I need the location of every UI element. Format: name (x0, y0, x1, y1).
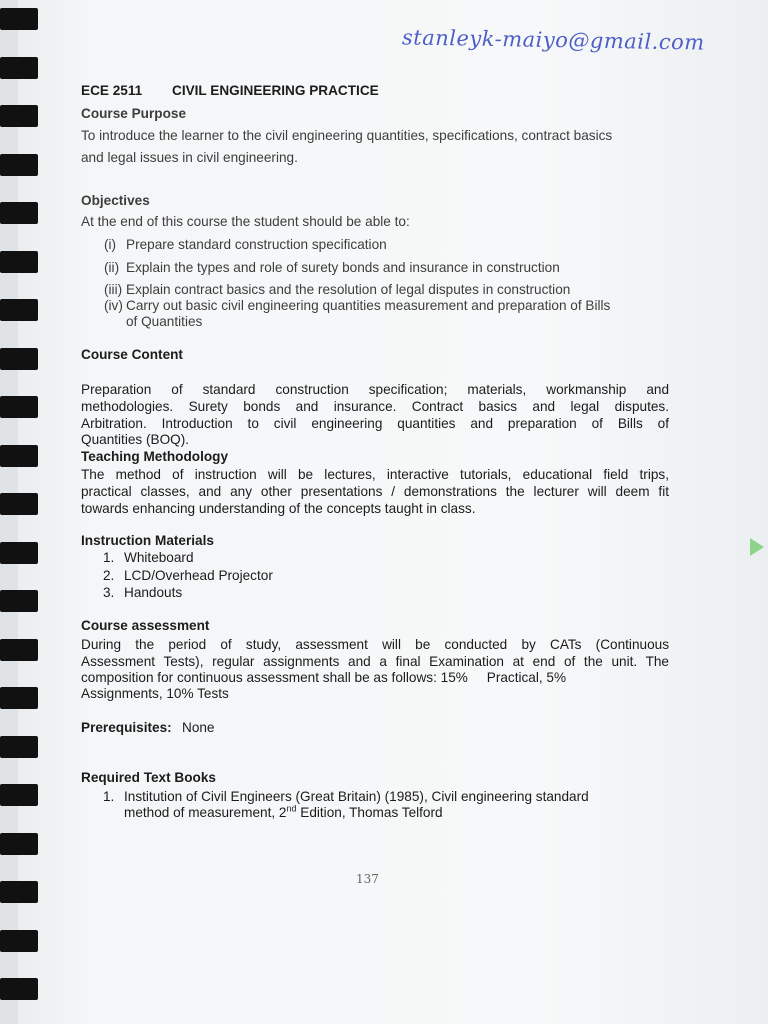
objective-num-4: (iv) (104, 298, 123, 313)
material-text-3: Handouts (124, 585, 183, 600)
binding-coil (0, 202, 38, 224)
objectives-intro: At the end of this course the student should be able to: (81, 214, 410, 229)
material-text-1: Whiteboard (124, 550, 194, 565)
materials-heading: Instruction Materials (81, 533, 214, 548)
objective-text-4-cont: of Quantities (126, 314, 203, 329)
textbook-line-2 (124, 805, 443, 821)
binding-coil (0, 396, 38, 418)
content-line-3: Arbitration. Introduction to civil engineering quantities and preparation of Bills of (81, 416, 669, 431)
teaching-line-3: towards enhancing understanding of the concepts taught in class. (81, 501, 476, 516)
prerequisites-label: Prerequisites: (81, 720, 172, 735)
assessment-heading: Course assessment (81, 618, 210, 633)
assessment-line-1: During the period of study, assessment will be conducted by CATs (Continuous (81, 637, 669, 652)
handwritten-email: stanleyk-maiyo@gmail.com (401, 25, 705, 55)
binding-coil (0, 348, 38, 370)
binding-coil (0, 105, 38, 127)
content-heading: Course Content (81, 347, 183, 362)
binding-coil (0, 542, 38, 564)
binding-coil (0, 493, 38, 515)
binding-coil (0, 251, 38, 273)
binding-coil (0, 445, 38, 467)
binding-coil (0, 978, 38, 1000)
objective-text-2: Explain the types and role of surety bonds and insurance in construction (126, 260, 560, 275)
textbook-line-2-post: Edition, Thomas Telford (296, 805, 443, 820)
purpose-heading: Course Purpose (81, 106, 186, 121)
teaching-line-1: The method of instruction will be lectures, interactive tutorials, educational field trips, (81, 467, 669, 482)
binding-coil (0, 930, 38, 952)
binding-coil (0, 687, 38, 709)
content-line-1: Preparation of standard construction specification; materials, workmanship and (81, 382, 669, 397)
page-tab-flag (750, 538, 764, 556)
objective-num-1: (i) (104, 237, 117, 252)
content-line-2: methodologies. Surety bonds and insurance. Contract basics and legal disputes. (81, 399, 669, 414)
binding-coil (0, 736, 38, 758)
objective-num-2: (ii) (104, 260, 120, 275)
page-number: 137 (356, 872, 379, 886)
binding-coil (0, 154, 38, 176)
objectives-heading: Objectives (81, 193, 150, 208)
purpose-line-1: To introduce the learner to the civil engineering quantities, specifications, contract basics (81, 128, 613, 143)
teaching-heading: Teaching Methodology (81, 449, 229, 464)
textbook-line-1: Institution of Civil Engineers (Great Britain) (1985), Civil engineering standard (124, 789, 589, 804)
binding-coil (0, 881, 38, 903)
binding-coil (0, 784, 38, 806)
objective-text-4: Carry out basic civil engineering quantities measurement and preparation of Bills (126, 298, 611, 313)
course-code: ECE 2511 (81, 83, 143, 98)
assessment-line-2: Assessment Tests), regular assignments and a final Examination at end of the unit. The (81, 654, 669, 669)
binding-coil (0, 299, 38, 321)
binding-coil (0, 57, 38, 79)
textbook-num-1: 1. (103, 789, 115, 804)
binding-coil (0, 8, 38, 30)
objective-text-1: Prepare standard construction specification (126, 237, 387, 252)
material-num-1: 1. (103, 550, 115, 565)
material-num-3: 3. (103, 585, 115, 600)
teaching-line-2: practical classes, and any other presentations / demonstrations the lecturer will deem fit (81, 484, 669, 499)
material-num-2: 2. (103, 568, 115, 583)
objective-text-3: Explain contract basics and the resolution of legal disputes in construction (126, 282, 571, 297)
prerequisites-value: None (182, 720, 215, 735)
purpose-line-2: and legal issues in civil engineering. (81, 150, 298, 165)
binding-coil (0, 639, 38, 661)
course-title: CIVIL ENGINEERING PRACTICE (172, 83, 379, 98)
assessment-line-3: composition for continuous assessment shall be as follows: 15% Practical, 5% (81, 670, 567, 685)
textbook-line-2-sup: nd (286, 803, 297, 814)
textbooks-heading: Required Text Books (81, 770, 216, 785)
material-text-2: LCD/Overhead Projector (124, 568, 273, 583)
textbook-line-2-pre: method of measurement, 2 (124, 805, 287, 820)
objective-num-3: (iii) (104, 282, 123, 297)
binding-coil (0, 833, 38, 855)
binding-coil (0, 590, 38, 612)
content-line-4: Quantities (BOQ). (81, 432, 190, 447)
assessment-line-4: Assignments, 10% Tests (81, 686, 229, 701)
